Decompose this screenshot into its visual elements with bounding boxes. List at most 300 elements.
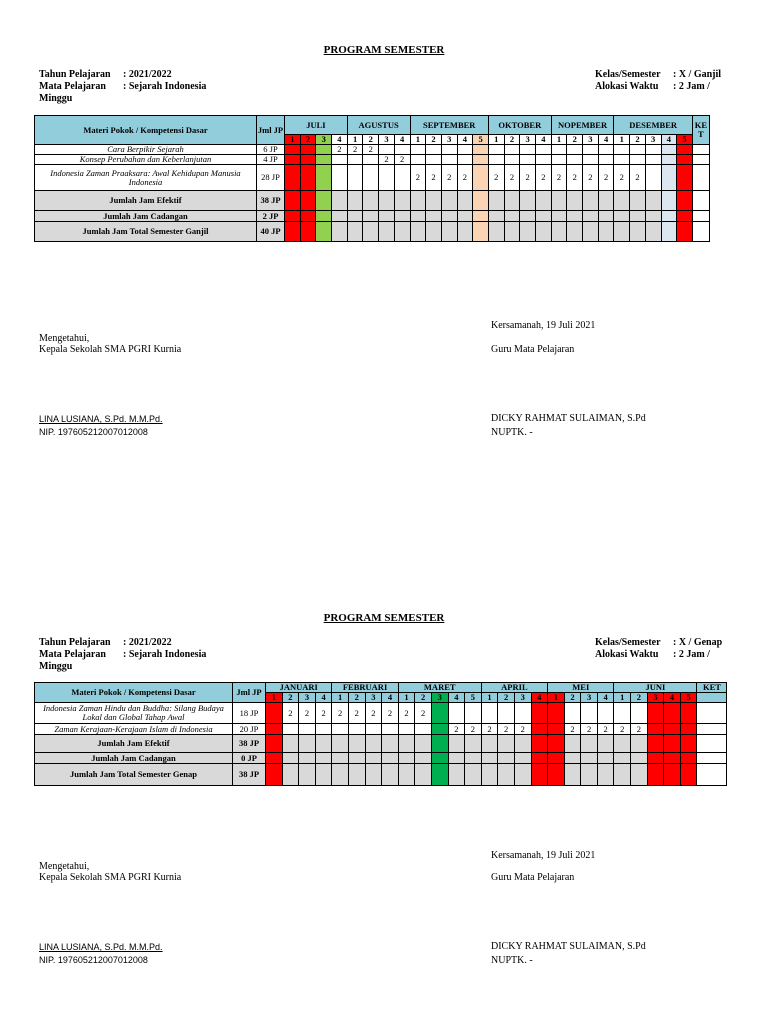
week-cell bbox=[299, 735, 316, 753]
week-header: 5 bbox=[465, 693, 482, 703]
week-cell bbox=[514, 703, 531, 724]
kelas-value: : X / Genap bbox=[673, 637, 723, 648]
week-cell bbox=[299, 724, 316, 735]
tahun-value: : 2021/2022 bbox=[123, 69, 172, 80]
week-cell bbox=[415, 735, 432, 753]
week-cell bbox=[647, 724, 664, 735]
week-cell bbox=[448, 703, 465, 724]
week-cell bbox=[410, 145, 426, 155]
month-header: OKTOBER bbox=[488, 116, 551, 135]
week-cell: 2 bbox=[347, 145, 363, 155]
week-cell bbox=[282, 724, 299, 735]
week-cell bbox=[266, 735, 283, 753]
week-header: 1 bbox=[410, 135, 426, 145]
week-cell bbox=[300, 191, 316, 211]
week-cell bbox=[531, 764, 548, 786]
summary-row bbox=[35, 222, 710, 242]
summary-jp: 2 JP bbox=[257, 211, 285, 222]
mengetahui-label: Mengetahui, bbox=[39, 861, 90, 872]
week-cell bbox=[316, 211, 332, 222]
week-cell bbox=[536, 145, 552, 155]
week-cell bbox=[316, 165, 332, 191]
week-cell bbox=[531, 735, 548, 753]
week-cell: 2 bbox=[597, 724, 614, 735]
week-header: 2 bbox=[300, 135, 316, 145]
kepala-nip: NIP. 197605212007012008 bbox=[39, 427, 148, 437]
week-header: 2 bbox=[630, 135, 646, 145]
week-cell bbox=[567, 222, 583, 242]
guru-title: Guru Mata Pelajaran bbox=[491, 872, 575, 883]
week-cell bbox=[415, 724, 432, 735]
week-cell bbox=[677, 165, 693, 191]
week-cell bbox=[285, 145, 301, 155]
week-header: 1 bbox=[551, 135, 567, 145]
week-cell bbox=[631, 735, 648, 753]
place-date: Kersamanah, 19 Juli 2021 bbox=[491, 320, 596, 331]
tahun-label: Tahun Pelajaran bbox=[39, 69, 111, 80]
week-cell: 2 bbox=[394, 155, 410, 165]
week-cell bbox=[645, 191, 661, 211]
week-cell: 2 bbox=[441, 165, 457, 191]
week-cell bbox=[379, 222, 395, 242]
ket-cell bbox=[697, 764, 727, 786]
week-cell: 2 bbox=[282, 703, 299, 724]
week-cell bbox=[473, 165, 489, 191]
week-cell: 2 bbox=[448, 724, 465, 735]
summary-jp: 38 JP bbox=[233, 764, 266, 786]
week-header: 1 bbox=[614, 135, 630, 145]
week-cell bbox=[473, 155, 489, 165]
week-cell bbox=[647, 753, 664, 764]
week-cell bbox=[363, 191, 379, 211]
week-cell bbox=[415, 753, 432, 764]
week-cell bbox=[631, 703, 648, 724]
week-cell: 2 bbox=[410, 165, 426, 191]
week-header: 4 bbox=[382, 693, 399, 703]
week-cell bbox=[266, 764, 283, 786]
week-cell bbox=[300, 165, 316, 191]
kepala-sekolah-title: Kepala Sekolah SMA PGRI Kurnia bbox=[39, 344, 182, 355]
materi-cell: Konsep Perubahan dan Keberlanjutan bbox=[35, 155, 257, 165]
week-cell bbox=[441, 222, 457, 242]
materi-cell: Zaman Kerajaan-Kerajaan Islam di Indonesia bbox=[35, 724, 233, 735]
week-cell bbox=[481, 703, 498, 724]
ket-cell bbox=[692, 222, 709, 242]
week-cell bbox=[431, 703, 448, 724]
week-header: 3 bbox=[379, 135, 395, 145]
week-header: 2 bbox=[567, 135, 583, 145]
week-cell bbox=[363, 165, 379, 191]
week-header: 2 bbox=[498, 693, 515, 703]
week-cell bbox=[536, 155, 552, 165]
jp-cell: 28 JP bbox=[257, 165, 285, 191]
week-cell bbox=[614, 145, 630, 155]
ket-cell bbox=[697, 703, 727, 724]
week-header: 1 bbox=[548, 693, 565, 703]
week-header: 3 bbox=[645, 135, 661, 145]
week-cell bbox=[488, 211, 504, 222]
column-header-ket: KE T bbox=[692, 116, 709, 145]
week-header: 1 bbox=[614, 693, 631, 703]
week-cell: 2 bbox=[614, 165, 630, 191]
schedule-table bbox=[34, 682, 727, 786]
week-cell bbox=[677, 191, 693, 211]
week-cell bbox=[457, 155, 473, 165]
week-cell: 2 bbox=[348, 703, 365, 724]
week-cell bbox=[266, 703, 283, 724]
week-cell bbox=[661, 145, 677, 155]
week-cell bbox=[598, 145, 614, 155]
week-cell bbox=[661, 165, 677, 191]
week-cell bbox=[394, 165, 410, 191]
week-cell bbox=[347, 165, 363, 191]
week-cell bbox=[661, 191, 677, 211]
week-cell bbox=[504, 145, 520, 155]
week-cell bbox=[266, 724, 283, 735]
week-cell bbox=[316, 145, 332, 155]
week-cell: 2 bbox=[426, 165, 442, 191]
column-header-ket: KET bbox=[697, 683, 727, 693]
week-cell bbox=[473, 191, 489, 211]
guru-nuptk: NUPTK. - bbox=[491, 427, 533, 438]
week-cell bbox=[664, 703, 681, 724]
week-header: 4 bbox=[664, 693, 681, 703]
week-cell: 2 bbox=[465, 724, 482, 735]
week-cell bbox=[630, 191, 646, 211]
week-cell: 2 bbox=[514, 724, 531, 735]
week-cell bbox=[498, 764, 515, 786]
week-cell bbox=[581, 764, 598, 786]
jp-cell: 4 JP bbox=[257, 155, 285, 165]
week-cell bbox=[473, 211, 489, 222]
week-cell bbox=[379, 191, 395, 211]
week-header: 5 bbox=[677, 135, 693, 145]
week-cell bbox=[520, 155, 536, 165]
ket-cell bbox=[697, 724, 727, 735]
week-cell bbox=[316, 155, 332, 165]
week-cell bbox=[647, 735, 664, 753]
week-cell: 2 bbox=[583, 165, 599, 191]
kepala-nip: NIP. 197605212007012008 bbox=[39, 955, 148, 965]
guru-title: Guru Mata Pelajaran bbox=[491, 344, 575, 355]
week-cell bbox=[680, 724, 697, 735]
week-header: 4 bbox=[448, 693, 465, 703]
week-cell bbox=[536, 191, 552, 211]
week-cell bbox=[465, 764, 482, 786]
column-header-materi: Materi Pokok / Kompetensi Dasar bbox=[35, 683, 233, 703]
week-cell: 2 bbox=[581, 724, 598, 735]
week-cell bbox=[394, 222, 410, 242]
month-header: MARET bbox=[398, 683, 481, 693]
week-cell bbox=[332, 753, 349, 764]
week-cell bbox=[598, 211, 614, 222]
week-cell bbox=[514, 764, 531, 786]
month-header: DESEMBER bbox=[614, 116, 692, 135]
week-cell bbox=[661, 155, 677, 165]
week-cell bbox=[661, 211, 677, 222]
week-cell bbox=[645, 145, 661, 155]
week-header: 4 bbox=[598, 135, 614, 145]
week-header: 3 bbox=[647, 693, 664, 703]
ket-cell bbox=[697, 753, 727, 764]
week-cell: 2 bbox=[504, 165, 520, 191]
kelas-value: : X / Ganjil bbox=[673, 69, 722, 80]
week-cell bbox=[282, 764, 299, 786]
week-cell: 2 bbox=[363, 145, 379, 155]
week-header: 1 bbox=[347, 135, 363, 145]
week-cell bbox=[677, 155, 693, 165]
week-cell bbox=[426, 222, 442, 242]
week-cell bbox=[564, 735, 581, 753]
month-header: NOPEMBER bbox=[551, 116, 614, 135]
week-cell: 2 bbox=[614, 724, 631, 735]
ket-week-cell bbox=[697, 693, 727, 703]
summary-row bbox=[35, 191, 710, 211]
week-header: 1 bbox=[398, 693, 415, 703]
week-cell bbox=[498, 735, 515, 753]
summary-label: Jumlah Jam Total Semester Genap bbox=[35, 764, 233, 786]
week-cell bbox=[614, 155, 630, 165]
week-cell bbox=[299, 764, 316, 786]
week-cell bbox=[348, 764, 365, 786]
week-cell: 2 bbox=[379, 155, 395, 165]
alokasi-label: Alokasi Waktu bbox=[595, 649, 659, 660]
week-cell bbox=[520, 191, 536, 211]
week-header: 2 bbox=[348, 693, 365, 703]
week-cell bbox=[645, 165, 661, 191]
week-cell bbox=[363, 222, 379, 242]
week-header: 4 bbox=[531, 693, 548, 703]
week-cell bbox=[548, 764, 565, 786]
week-cell bbox=[316, 222, 332, 242]
week-cell bbox=[567, 155, 583, 165]
page-title: PROGRAM SEMESTER bbox=[323, 612, 445, 624]
week-cell bbox=[347, 155, 363, 165]
week-cell bbox=[631, 753, 648, 764]
week-header: 2 bbox=[415, 693, 432, 703]
kepala-sekolah-title: Kepala Sekolah SMA PGRI Kurnia bbox=[39, 872, 182, 883]
week-header: 5 bbox=[473, 135, 489, 145]
week-header: 1 bbox=[488, 135, 504, 145]
week-cell bbox=[597, 703, 614, 724]
week-cell bbox=[315, 764, 332, 786]
week-cell bbox=[365, 764, 382, 786]
week-cell: 2 bbox=[488, 165, 504, 191]
summary-jp: 40 JP bbox=[257, 222, 285, 242]
week-cell bbox=[415, 764, 432, 786]
week-cell bbox=[332, 222, 348, 242]
jp-cell: 18 JP bbox=[233, 703, 266, 724]
week-cell bbox=[300, 145, 316, 155]
week-cell bbox=[677, 211, 693, 222]
week-cell bbox=[488, 222, 504, 242]
week-cell bbox=[583, 191, 599, 211]
week-cell bbox=[347, 191, 363, 211]
mengetahui-label: Mengetahui, bbox=[39, 333, 90, 344]
place-date: Kersamanah, 19 Juli 2021 bbox=[491, 850, 596, 861]
month-header: JULI bbox=[285, 116, 348, 135]
kelas-label: Kelas/Semester bbox=[595, 69, 661, 80]
week-cell bbox=[398, 724, 415, 735]
week-cell bbox=[630, 145, 646, 155]
week-cell bbox=[365, 735, 382, 753]
week-cell bbox=[348, 735, 365, 753]
week-cell bbox=[680, 735, 697, 753]
week-cell bbox=[410, 191, 426, 211]
minggu-label: Minggu bbox=[39, 93, 73, 104]
week-cell bbox=[457, 145, 473, 155]
week-cell bbox=[394, 145, 410, 155]
week-cell bbox=[315, 753, 332, 764]
week-cell bbox=[677, 222, 693, 242]
week-cell bbox=[531, 703, 548, 724]
week-cell bbox=[332, 724, 349, 735]
header-left bbox=[39, 69, 206, 105]
week-cell bbox=[551, 145, 567, 155]
week-cell bbox=[448, 764, 465, 786]
table-row bbox=[35, 165, 710, 191]
table-row bbox=[35, 724, 727, 735]
week-cell: 2 bbox=[415, 703, 432, 724]
week-cell bbox=[488, 155, 504, 165]
summary-jp: 38 JP bbox=[257, 191, 285, 211]
week-cell bbox=[285, 191, 301, 211]
week-cell bbox=[548, 735, 565, 753]
week-cell bbox=[332, 165, 348, 191]
week-cell bbox=[583, 145, 599, 155]
week-cell bbox=[300, 155, 316, 165]
week-cell bbox=[426, 155, 442, 165]
week-cell bbox=[504, 222, 520, 242]
mapel-label: Mata Pelajaran bbox=[39, 649, 106, 660]
week-cell bbox=[614, 191, 630, 211]
week-cell bbox=[498, 703, 515, 724]
week-cell bbox=[520, 145, 536, 155]
week-cell bbox=[680, 764, 697, 786]
week-cell bbox=[664, 764, 681, 786]
week-cell bbox=[441, 191, 457, 211]
week-cell: 2 bbox=[536, 165, 552, 191]
week-cell: 2 bbox=[630, 165, 646, 191]
week-cell: 2 bbox=[551, 165, 567, 191]
week-cell bbox=[551, 222, 567, 242]
ket-cell bbox=[692, 211, 709, 222]
week-cell bbox=[536, 211, 552, 222]
week-cell bbox=[315, 724, 332, 735]
week-header: 5 bbox=[680, 693, 697, 703]
week-cell: 2 bbox=[567, 165, 583, 191]
week-cell bbox=[514, 753, 531, 764]
ket-cell bbox=[692, 155, 709, 165]
week-cell: 2 bbox=[332, 703, 349, 724]
table-row bbox=[35, 145, 710, 155]
week-cell bbox=[504, 191, 520, 211]
week-cell bbox=[315, 735, 332, 753]
week-header: 2 bbox=[363, 135, 379, 145]
week-cell bbox=[431, 724, 448, 735]
header-right bbox=[595, 69, 721, 93]
week-cell bbox=[531, 724, 548, 735]
week-cell bbox=[548, 753, 565, 764]
week-cell bbox=[398, 735, 415, 753]
week-cell bbox=[645, 222, 661, 242]
week-cell bbox=[647, 764, 664, 786]
ket-cell bbox=[692, 191, 709, 211]
header-left bbox=[39, 637, 206, 673]
week-cell bbox=[285, 155, 301, 165]
week-cell: 2 bbox=[382, 703, 399, 724]
ket-cell bbox=[692, 165, 709, 191]
month-header: FEBRUARI bbox=[332, 683, 398, 693]
week-cell bbox=[597, 735, 614, 753]
week-cell bbox=[266, 753, 283, 764]
week-cell bbox=[664, 753, 681, 764]
week-cell bbox=[282, 753, 299, 764]
week-cell bbox=[332, 764, 349, 786]
week-cell bbox=[410, 155, 426, 165]
week-cell bbox=[504, 155, 520, 165]
week-cell bbox=[581, 735, 598, 753]
column-header-jml-jp: Jml JP bbox=[257, 116, 285, 145]
page-title: PROGRAM SEMESTER bbox=[323, 44, 445, 56]
week-cell: 2 bbox=[598, 165, 614, 191]
ket-cell bbox=[697, 735, 727, 753]
week-cell bbox=[394, 191, 410, 211]
week-cell bbox=[647, 703, 664, 724]
week-header: 2 bbox=[631, 693, 648, 703]
week-cell: 2 bbox=[631, 724, 648, 735]
week-cell bbox=[457, 211, 473, 222]
week-cell bbox=[285, 222, 301, 242]
week-cell bbox=[348, 753, 365, 764]
materi-cell: Indonesia Zaman Praaksara: Awal Kehidupan Manusia Indonesia bbox=[35, 165, 257, 191]
week-cell bbox=[473, 222, 489, 242]
week-cell bbox=[664, 724, 681, 735]
week-cell bbox=[581, 753, 598, 764]
week-cell bbox=[661, 222, 677, 242]
week-cell bbox=[382, 735, 399, 753]
week-cell: 2 bbox=[398, 703, 415, 724]
week-cell bbox=[431, 753, 448, 764]
week-cell bbox=[614, 211, 630, 222]
week-cell bbox=[614, 753, 631, 764]
guru-name: DICKY RAHMAT SULAIMAN, S.Pd bbox=[491, 941, 646, 952]
week-cell bbox=[347, 211, 363, 222]
week-cell bbox=[282, 735, 299, 753]
week-cell bbox=[382, 764, 399, 786]
week-cell bbox=[645, 155, 661, 165]
week-cell bbox=[583, 222, 599, 242]
week-header: 2 bbox=[504, 135, 520, 145]
week-cell bbox=[441, 155, 457, 165]
week-cell: 2 bbox=[498, 724, 515, 735]
week-header: 4 bbox=[597, 693, 614, 703]
week-header: 2 bbox=[426, 135, 442, 145]
materi-cell: Cara Berpikir Sejarah bbox=[35, 145, 257, 155]
week-header: 3 bbox=[299, 693, 316, 703]
week-cell bbox=[332, 191, 348, 211]
schedule-table bbox=[34, 115, 710, 242]
week-cell bbox=[300, 222, 316, 242]
week-cell bbox=[398, 753, 415, 764]
week-header: 3 bbox=[514, 693, 531, 703]
week-cell: 2 bbox=[332, 145, 348, 155]
week-cell bbox=[426, 145, 442, 155]
week-cell bbox=[365, 724, 382, 735]
week-cell bbox=[365, 753, 382, 764]
week-cell bbox=[548, 724, 565, 735]
week-cell bbox=[426, 211, 442, 222]
